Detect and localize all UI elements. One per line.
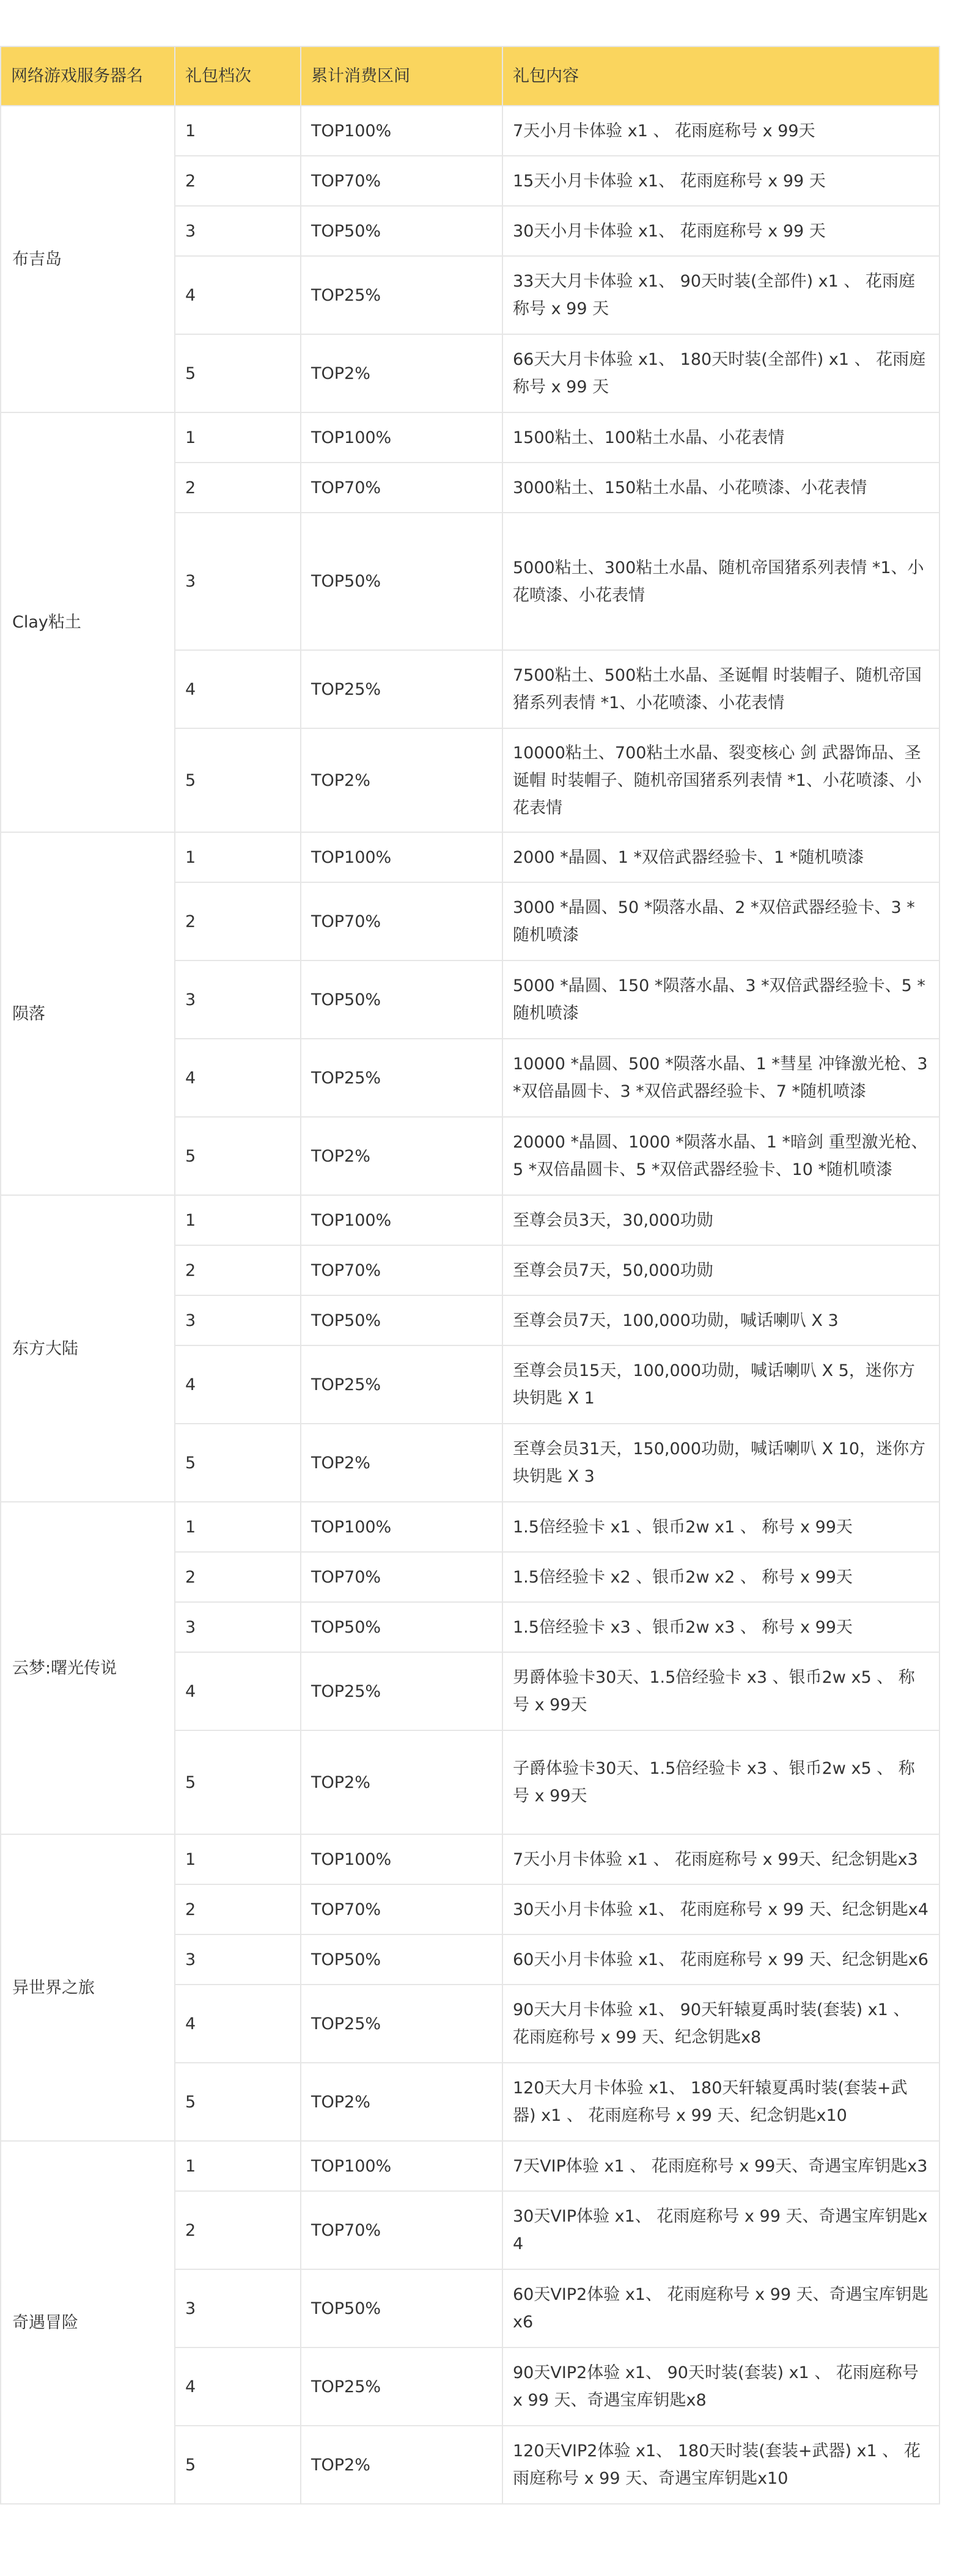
spend-range-cell: TOP70%: [301, 463, 502, 513]
tier-cell: 1: [175, 106, 301, 156]
gift-content-cell: 至尊会员7天，100,000功勋，喊话喇叭 X 3: [502, 1295, 939, 1345]
header-server-name: 网络游戏服务器名: [1, 46, 175, 106]
gift-content-cell: 1.5倍经验卡 x3 、银币2w x3 、 称号 x 99天: [502, 1602, 939, 1652]
gift-content-cell: 60天VIP2体验 x1、 花雨庭称号 x 99 天、奇遇宝库钥匙x6: [502, 2269, 939, 2347]
gift-content-cell: 1500粘土、100粘土水晶、小花表情: [502, 412, 939, 463]
tier-cell: 4: [175, 1985, 301, 2063]
tier-cell: 3: [175, 513, 301, 650]
tier-cell: 1: [175, 832, 301, 882]
header-spend-range: 累计消费区间: [301, 46, 502, 106]
tier-cell: 5: [175, 1730, 301, 1834]
gift-content-cell: 1.5倍经验卡 x2 、银币2w x2 、 称号 x 99天: [502, 1552, 939, 1602]
spend-range-cell: TOP100%: [301, 412, 502, 463]
gift-content-cell: 30天小月卡体验 x1、 花雨庭称号 x 99 天、纪念钥匙x4: [502, 1884, 939, 1934]
header-tier: 礼包档次: [175, 46, 301, 106]
gift-content-cell: 10000粘土、700粘土水晶、裂变核心 剑 武器饰品、圣诞帽 时装帽子、随机帝国猪系列表情 *1、小花喷漆、小花表情: [502, 728, 939, 832]
tier-cell: 5: [175, 2063, 301, 2141]
gift-content-cell: 15天小月卡体验 x1、 花雨庭称号 x 99 天: [502, 156, 939, 206]
gift-content-cell: 60天小月卡体验 x1、 花雨庭称号 x 99 天、纪念钥匙x6: [502, 1934, 939, 1985]
table-row: [1, 1834, 939, 1884]
gift-content-cell: 7500粘土、500粘土水晶、圣诞帽 时装帽子、随机帝国猪系列表情 *1、小花喷漆、小花表情: [502, 650, 939, 728]
spend-range-cell: TOP100%: [301, 1195, 502, 1245]
tier-cell: 4: [175, 1345, 301, 1424]
spend-range-cell: TOP100%: [301, 1834, 502, 1884]
table-row: [1, 412, 939, 463]
table-row: [1, 1502, 939, 1552]
tier-cell: 1: [175, 2141, 301, 2191]
gift-content-cell: 7天VIP体验 x1 、 花雨庭称号 x 99天、奇遇宝库钥匙x3: [502, 2141, 939, 2191]
tier-cell: 5: [175, 2426, 301, 2504]
gift-content-cell: 90天大月卡体验 x1、 90天轩辕夏禹时装(套装) x1 、 花雨庭称号 x 99 天、纪念钥匙x8: [502, 1985, 939, 2063]
spend-range-cell: TOP25%: [301, 1652, 502, 1730]
tier-cell: 3: [175, 2269, 301, 2347]
spend-range-cell: TOP50%: [301, 513, 502, 650]
table-row: [1, 1195, 939, 1245]
spend-range-cell: TOP25%: [301, 650, 502, 728]
spend-range-cell: TOP100%: [301, 1502, 502, 1552]
tier-cell: 4: [175, 650, 301, 728]
tier-cell: 4: [175, 2347, 301, 2426]
gift-content-cell: 30天小月卡体验 x1、 花雨庭称号 x 99 天: [502, 206, 939, 256]
header-row: [1, 46, 939, 106]
gift-content-cell: 7天小月卡体验 x1 、 花雨庭称号 x 99天: [502, 106, 939, 156]
tier-cell: 3: [175, 1934, 301, 1985]
spend-range-cell: TOP70%: [301, 2191, 502, 2269]
tier-cell: 5: [175, 1117, 301, 1195]
tier-cell: 2: [175, 1884, 301, 1934]
gift-content-cell: 3000 *晶圆、50 *陨落水晶、2 *双倍武器经验卡、3 *随机喷漆: [502, 882, 939, 961]
spend-range-cell: TOP70%: [301, 1245, 502, 1295]
table-row: [1, 106, 939, 156]
spend-range-cell: TOP2%: [301, 334, 502, 412]
table-row: [1, 832, 939, 882]
gift-content-cell: 至尊会员15天，100,000功勋，喊话喇叭 X 5，迷你方块钥匙 X 1: [502, 1345, 939, 1424]
tier-cell: 1: [175, 412, 301, 463]
server-name-cell: 陨落: [1, 832, 175, 1195]
tier-cell: 3: [175, 1295, 301, 1345]
gift-content-cell: 5000 *晶圆、150 *陨落水晶、3 *双倍武器经验卡、5 *随机喷漆: [502, 961, 939, 1039]
spend-range-cell: TOP25%: [301, 1985, 502, 2063]
spend-range-cell: TOP70%: [301, 882, 502, 961]
gift-content-cell: 子爵体验卡30天、1.5倍经验卡 x3 、银币2w x5 、 称号 x 99天: [502, 1730, 939, 1834]
spend-range-cell: TOP50%: [301, 2269, 502, 2347]
gift-content-cell: 至尊会员31天，150,000功勋，喊话喇叭 X 10，迷你方块钥匙 X 3: [502, 1424, 939, 1502]
gift-content-cell: 33天大月卡体验 x1、 90天时装(全部件) x1 、 花雨庭称号 x 99 天: [502, 256, 939, 334]
tier-cell: 1: [175, 1502, 301, 1552]
spend-range-cell: TOP70%: [301, 156, 502, 206]
reward-table: [0, 46, 940, 2505]
spend-range-cell: TOP25%: [301, 2347, 502, 2426]
spend-range-cell: TOP2%: [301, 1117, 502, 1195]
tier-cell: 4: [175, 256, 301, 334]
spend-range-cell: TOP25%: [301, 1345, 502, 1424]
server-name-cell: Clay粘土: [1, 412, 175, 832]
tier-cell: 2: [175, 882, 301, 961]
server-name-cell: 布吉岛: [1, 106, 175, 412]
gift-content-cell: 至尊会员7天，50,000功勋: [502, 1245, 939, 1295]
gift-content-cell: 66天大月卡体验 x1、 180天时装(全部件) x1 、 花雨庭称号 x 99 天: [502, 334, 939, 412]
spend-range-cell: TOP100%: [301, 2141, 502, 2191]
gift-content-cell: 3000粘土、150粘土水晶、小花喷漆、小花表情: [502, 463, 939, 513]
spend-range-cell: TOP100%: [301, 106, 502, 156]
header-gift-content: 礼包内容: [502, 46, 939, 106]
spend-range-cell: TOP70%: [301, 1552, 502, 1602]
spend-range-cell: TOP25%: [301, 1039, 502, 1117]
tier-cell: 2: [175, 156, 301, 206]
spend-range-cell: TOP50%: [301, 1934, 502, 1985]
tier-cell: 3: [175, 961, 301, 1039]
table-header: [1, 46, 939, 106]
gift-content-cell: 90天VIP2体验 x1、 90天时装(套装) x1 、 花雨庭称号 x 99 天、奇遇宝库钥匙x8: [502, 2347, 939, 2426]
spend-range-cell: TOP2%: [301, 728, 502, 832]
gift-content-cell: 至尊会员3天，30,000功勋: [502, 1195, 939, 1245]
spend-range-cell: TOP50%: [301, 1295, 502, 1345]
gift-content-cell: 30天VIP体验 x1、 花雨庭称号 x 99 天、奇遇宝库钥匙x4: [502, 2191, 939, 2269]
table-body: [1, 106, 939, 2504]
spend-range-cell: TOP100%: [301, 832, 502, 882]
spend-range-cell: TOP2%: [301, 1424, 502, 1502]
tier-cell: 1: [175, 1195, 301, 1245]
spend-range-cell: TOP70%: [301, 1884, 502, 1934]
gift-content-cell: 120天VIP2体验 x1、 180天时装(套装+武器) x1 、 花雨庭称号 x 99 天、奇遇宝库钥匙x10: [502, 2426, 939, 2504]
spend-range-cell: TOP25%: [301, 256, 502, 334]
spend-range-cell: TOP2%: [301, 1730, 502, 1834]
tier-cell: 2: [175, 1245, 301, 1295]
gift-content-cell: 1.5倍经验卡 x1 、银币2w x1 、 称号 x 99天: [502, 1502, 939, 1552]
spend-range-cell: TOP2%: [301, 2426, 502, 2504]
gift-content-cell: 10000 *晶圆、500 *陨落水晶、1 *彗星 冲锋激光枪、3 *双倍晶圆卡、3 *双倍武器经验卡、7 *随机喷漆: [502, 1039, 939, 1117]
server-name-cell: 奇遇冒险: [1, 2141, 175, 2504]
tier-cell: 3: [175, 1602, 301, 1652]
gift-content-cell: 120天大月卡体验 x1、 180天轩辕夏禹时装(套装+武器) x1 、 花雨庭称号 x 99 天、纪念钥匙x10: [502, 2063, 939, 2141]
tier-cell: 4: [175, 1039, 301, 1117]
gift-content-cell: 5000粘土、300粘土水晶、随机帝国猪系列表情 *1、小花喷漆、小花表情: [502, 513, 939, 650]
tier-cell: 3: [175, 206, 301, 256]
tier-cell: 1: [175, 1834, 301, 1884]
server-name-cell: 云梦:曙光传说: [1, 1502, 175, 1834]
gift-content-cell: 20000 *晶圆、1000 *陨落水晶、1 *暗剑 重型激光枪、5 *双倍晶圆卡、5 *双倍武器经验卡、10 *随机喷漆: [502, 1117, 939, 1195]
tier-cell: 5: [175, 1424, 301, 1502]
tier-cell: 5: [175, 334, 301, 412]
spend-range-cell: TOP2%: [301, 2063, 502, 2141]
spend-range-cell: TOP50%: [301, 961, 502, 1039]
server-name-cell: 东方大陆: [1, 1195, 175, 1502]
server-name-cell: 异世界之旅: [1, 1834, 175, 2141]
tier-cell: 5: [175, 728, 301, 832]
spend-range-cell: TOP50%: [301, 1602, 502, 1652]
spend-range-cell: TOP50%: [301, 206, 502, 256]
tier-cell: 2: [175, 1552, 301, 1602]
gift-content-cell: 男爵体验卡30天、1.5倍经验卡 x3 、银币2w x5 、 称号 x 99天: [502, 1652, 939, 1730]
gift-content-cell: 2000 *晶圆、1 *双倍武器经验卡、1 *随机喷漆: [502, 832, 939, 882]
tier-cell: 4: [175, 1652, 301, 1730]
gift-content-cell: 7天小月卡体验 x1 、 花雨庭称号 x 99天、纪念钥匙x3: [502, 1834, 939, 1884]
tier-cell: 2: [175, 463, 301, 513]
table-row: [1, 2141, 939, 2191]
tier-cell: 2: [175, 2191, 301, 2269]
